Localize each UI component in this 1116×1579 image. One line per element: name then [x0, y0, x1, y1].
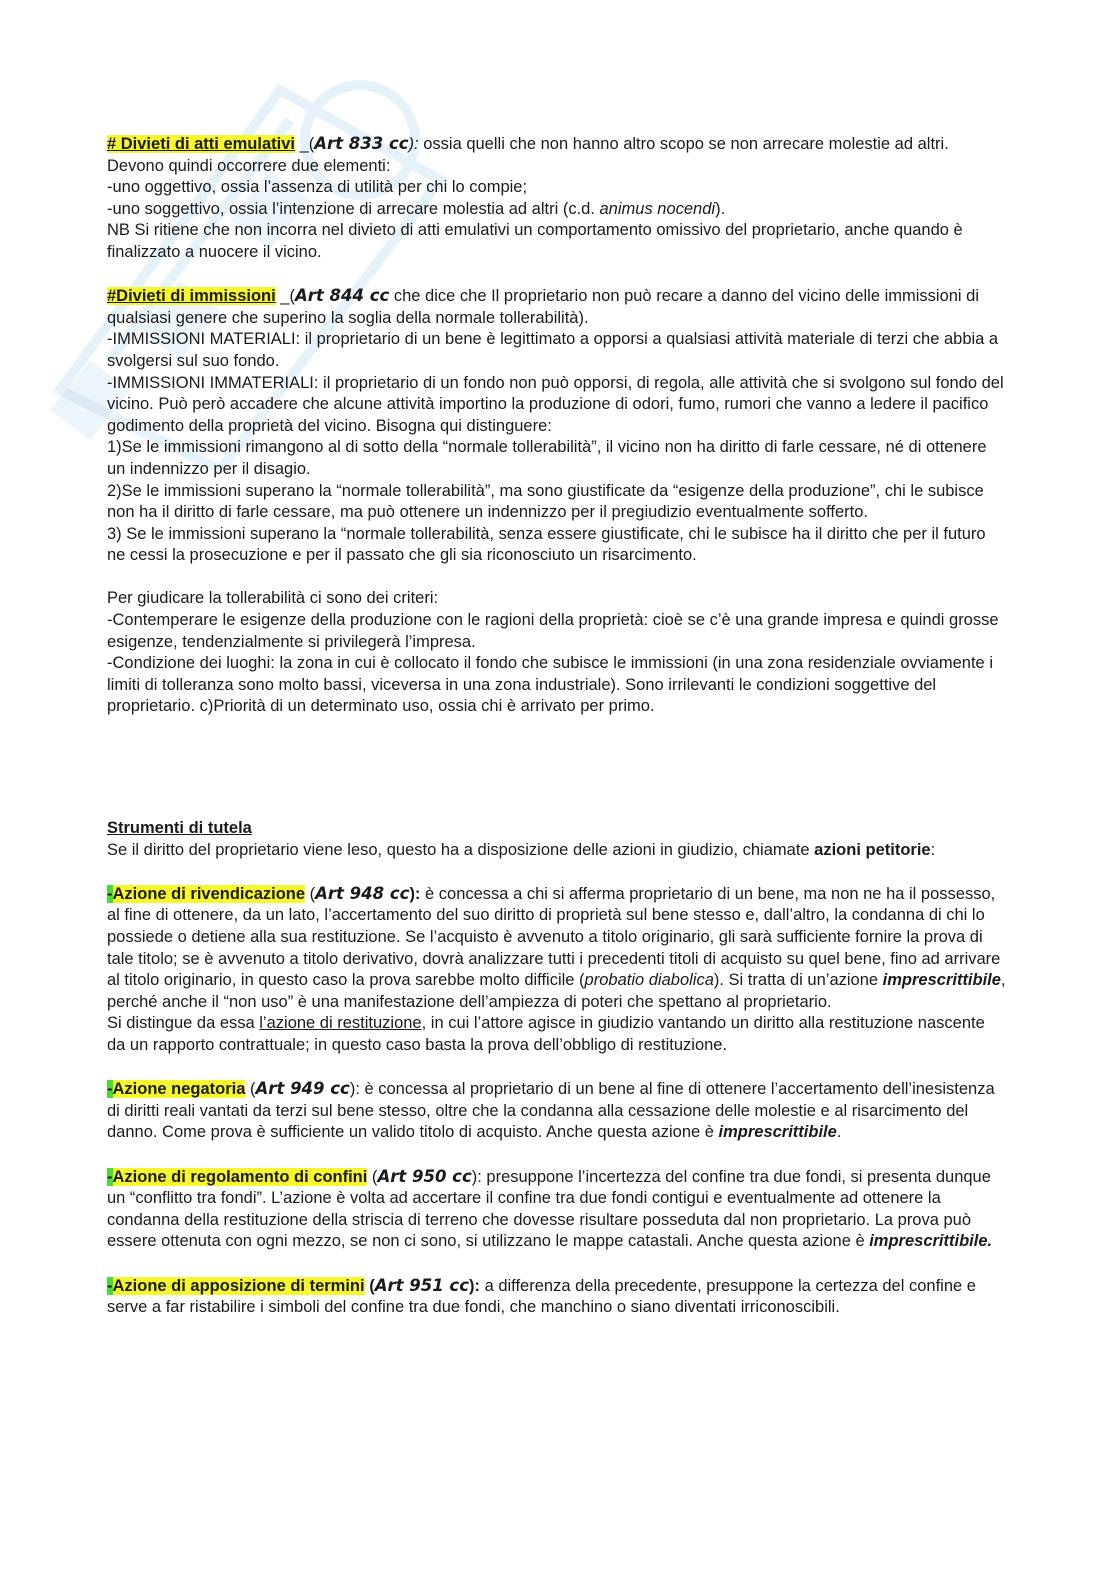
criteri-intro: Per giudicare la tollerabilità ci sono dei criteri:	[107, 589, 439, 608]
immissioni-intro: che dice che Il proprietario non può recare a danno del vicino delle immissioni di qualsiasi genere che superino la soglia della normale tollerabilità).	[107, 287, 980, 327]
criteri-1: -Contemperare le esigenze della produzione con le ragioni della proprietà: cioè se c’è una grande impresa e quindi grosse esigenze, tendenzialmente si privilegerà l’impresa.	[107, 611, 999, 651]
termini-open: (	[364, 1276, 375, 1295]
termini-dash: -	[107, 1276, 113, 1295]
rivendicazione-art-ref: Art 948 cc	[315, 883, 410, 903]
immissioni-case-2: 2)Se le immissioni superano la “normale tollerabilità”, ma sono giustificate da “esigenze della produzione”, chi le subisce non ha il diritto di farle cessare, ma può ottenere un indennizzo per il pregiudizio eventualmente sofferto.	[107, 481, 984, 522]
confini-imprescrittibile: imprescrittibile.	[869, 1232, 993, 1251]
strumenti-heading: Strumenti di tutela	[107, 819, 252, 838]
negatoria-imprescrittibile: imprescrittibile	[718, 1123, 837, 1142]
confini-open: (	[367, 1167, 378, 1186]
immissioni-paragraph	[107, 285, 1007, 329]
atti-art-close: ):	[408, 135, 419, 153]
confini-paragraph	[107, 1166, 1007, 1253]
azione-restituzione-term: l’azione di restituzione	[259, 1014, 422, 1033]
rivendicazione-text: è concessa a chi si afferma proprietario di un bene, ma non ne ha il possesso, al fine di ottenere, da un lato, l’accertamento del suo diritto di proprietà sul bene stesso e, dall’altro, la condanna di chi lo possiede o detiene alla sua restituzione. Se l’acquisto è avvenuto a titolo originario, gli sarà sufficiente fornire la prova di tale titolo; se è avvenuto a titolo derivativo, dovrà analizzare tutti i precedenti titoli di acquisto su quel bene, fino ad arrivare al titolo originario, in questo caso la prova sarebbe molto difficile (	[107, 884, 1001, 990]
rivendicazione-dash: -	[107, 884, 113, 903]
termini-art-ref: Art 951 cc	[374, 1275, 469, 1295]
termini-heading: Azione di apposizione di termini	[112, 1276, 365, 1295]
atti-sep: _(	[294, 135, 315, 153]
negatoria-text: : è concessa al proprietario di un bene al fine di ottenere l’accertamento dell’inesistenza di diritti reali vantati da terzi sul bene stesso, oltre che la condanna alla cessazione delle molestie e al risarcimento del danno. Come prova è sufficiente un valido titolo di acquisto. Anche questa azione è	[107, 1080, 995, 1142]
immissioni-heading: #Divieti di immissioni	[107, 287, 276, 306]
negatoria-close: )	[349, 1080, 356, 1099]
rivendicazione-text-2: ). Si tratta di un’azione	[713, 971, 883, 990]
termini-text: a differenza della precedente, presuppone la certezza del confine e serve a far ristabilire i simboli del confine tra due fondi, che manchino o siano diventati irriconoscibili.	[107, 1276, 976, 1317]
termini-close: ):	[469, 1276, 480, 1295]
rivendicazione-open: (	[305, 884, 316, 903]
negatoria-open: (	[245, 1080, 256, 1099]
immissioni-immateriali: -IMMISSIONI IMMATERIALI: il proprietario di un fondo non può opporsi, di regola, alle attività che si svolgono sul fondo del vicino. Può però accadere che alcune attività importino la produzione di odori, fumo, rumori che vanno a ledere il pacifico godimento della proprietà del vicino. Bisogna qui distinguere:	[107, 373, 1004, 435]
immissioni-case-1: 1)Se le immissioni rimangono al di sotto della “normale tollerabilità”, il vicino non ha diritto di farle cessare, né di ottenere un indennizzo per il disagio.	[107, 438, 987, 478]
confini-dash: -	[107, 1167, 113, 1186]
atti-animus: animus nocendi	[599, 199, 716, 218]
atti-soggettivo-text: -uno soggettivo, ossia l’intenzione di arrecare molestia ad altri (c.d.	[107, 199, 600, 218]
confini-text: : presuppone l’incertezza del confine tra due fondi, si presenta dunque un “conflitto tra fondi”. L’azione è volta ad accertare il confine tra due fondi contigui e eventualmente ad ottenere la condanna della restituzione della striscia di terreno che dovesse risultare posseduta dal non proprietario. La prova può essere ottenuta con ogni mezzo, se non ci sono, si utilizzano le mappe catastali. Anche questa azione è	[107, 1167, 991, 1251]
atti-art-ref: Art 833 cc	[314, 134, 409, 153]
confini-close: )	[471, 1167, 478, 1186]
document-body	[107, 133, 1007, 1319]
atti-soggettivo	[107, 199, 1007, 221]
negatoria-heading: Azione negatoria	[112, 1080, 246, 1099]
strumenti-intro-end: :	[930, 840, 936, 859]
atti-oggettivo: -uno oggettivo, ossia l’assenza di utilità per chi lo compie;	[107, 178, 528, 197]
negatoria-paragraph	[107, 1078, 1007, 1144]
restituzione-text-2: , in cui l’attore agisce in giudizio vantando un diritto alla restituzione nascente da un rapporto contrattuale; in questo caso basta la prova dell’obbligo di restituzione.	[107, 1014, 985, 1054]
atti-nb: NB Si ritiene che non incorra nel divieto di atti emulativi un comportamento omissivo del proprietario, anche quando è finalizzato a nuocere il vicino.	[107, 221, 963, 261]
negatoria-end: .	[836, 1123, 842, 1142]
confini-heading: Azione di regolamento di confini	[112, 1167, 368, 1186]
rivendicazione-text-3: , perché anche il “non uso” è una manifestazione dell’ampiezza di poteri che spettano al proprietario.	[107, 971, 1006, 1011]
rivendicazione-imprescrittibile: imprescrittibile	[882, 971, 1001, 990]
restituzione-text: Si distingue da essa	[107, 1014, 260, 1033]
immissioni-materiali: -IMMISSIONI MATERIALI: il proprietario di un bene è legittimato a opporsi a qualsiasi attività materiale di terzi che abbia a svolgersi sul suo fondo.	[107, 330, 999, 370]
atti-soggettivo-end: ).	[715, 199, 726, 218]
strumenti-azioni-petitorie: azioni petitorie	[814, 840, 931, 859]
confini-art-ref: Art 950 cc	[377, 1166, 472, 1186]
atti-paragraph	[107, 133, 1007, 177]
strumenti-intro-text: Se il diritto del proprietario viene leso, questo ha a disposizione delle azioni in giudizio, chiamate	[107, 840, 815, 859]
atti-intro: ossia quelli che non hanno altro scopo se non arrecare molestie ad altri. Devono quindi occorrere due elementi:	[107, 135, 949, 175]
strumenti-intro	[107, 840, 1007, 862]
restituzione-paragraph	[107, 1013, 1007, 1056]
negatoria-art-ref: Art 949 cc	[255, 1079, 350, 1099]
rivendicazione-paragraph	[107, 883, 1007, 1014]
rivendicazione-close: ):	[409, 884, 421, 903]
criteri-2: -Condizione dei luoghi: la zona in cui è collocato il fondo che subisce le immissioni (in una zona residenziale ovviamente i limiti di tolleranza sono molto bassi, viceversa in una zona industriale). Sono irrilevanti le condizioni soggettive del proprietario. c)Priorità di un determinato uso, ossia chi è arrivato per primo.	[107, 654, 993, 716]
immissioni-case-3: 3) Se le immissioni superano la “normale tollerabilità, senza essere giustificate, chi le subisce ha il diritto che per il futuro ne cessi la prosecuzione e per il passato che gli sia riconosciuto un risarcimento.	[107, 524, 986, 565]
termini-paragraph	[107, 1275, 1007, 1319]
negatoria-dash: -	[107, 1080, 113, 1099]
immissioni-sep: _(	[275, 287, 295, 306]
atti-heading: # Divieti di atti emulativi	[107, 135, 295, 153]
rivendicazione-heading: Azione di rivendicazione	[112, 884, 306, 903]
immissioni-art-ref: Art 844 cc	[294, 286, 390, 306]
rivendicazione-probatio: probatio diabolica	[584, 971, 714, 990]
